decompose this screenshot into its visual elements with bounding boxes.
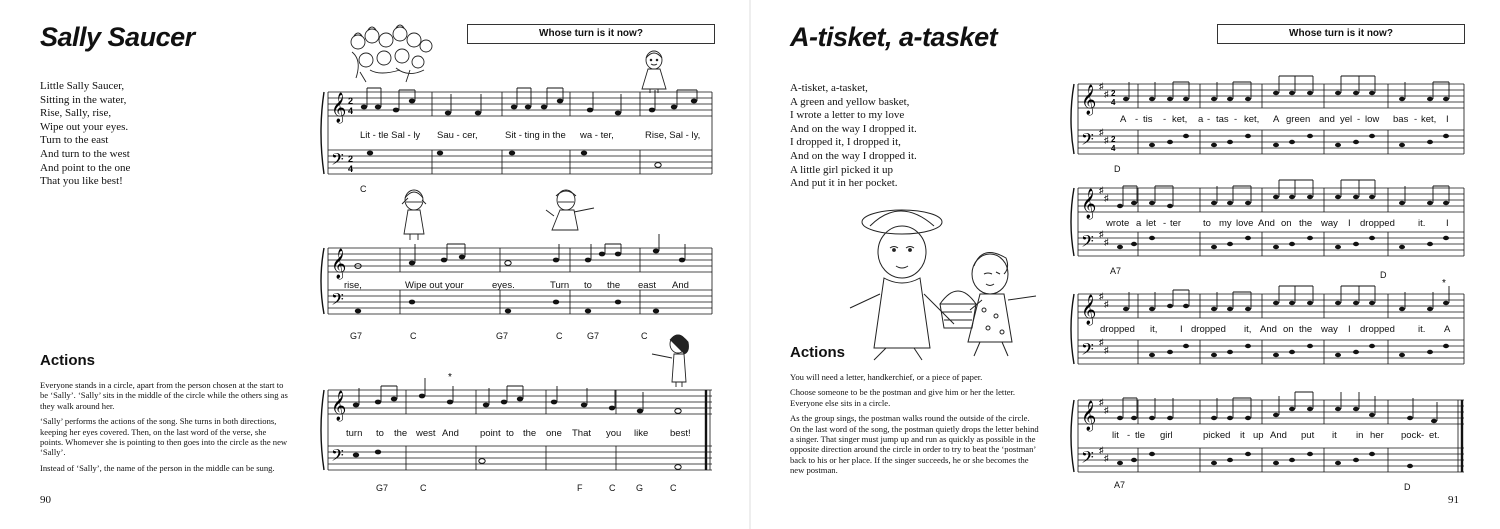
lyric-text: way [1321,218,1338,229]
lyric-text: the [394,428,408,439]
lyric-text: dropped [1191,324,1226,335]
lyric-text: - [1234,114,1238,125]
song-verse: A-tisket, a-tasket, A green and yellow basket, I wrote a letter to my love And on the way I dropped it. I dropped it, I dropped it, And on the way I dropped it. A little girl picked it up And put it in her pocket. [790,82,917,190]
lyric-text: way [1321,324,1338,335]
lyric-text: eyes. [492,280,515,291]
lyric-text: ket, [1421,114,1437,125]
chord-symbol: C [420,483,427,493]
lyric-text: wa - ter, [580,130,614,141]
lyric-text: put [1301,430,1315,441]
actions-paragraph: Instead of ‘Sally’, the name of the person in the middle can be sung. [40,462,275,473]
svg-text:𝄢: 𝄢 [1081,339,1094,363]
lyric-text: And [442,428,459,439]
lyric-text: it [1332,430,1337,441]
chord-symbol: G7 [587,331,600,341]
lyric-text: yel [1340,114,1353,125]
lyric-text: And [1258,218,1275,229]
children-group-illustration [340,24,440,86]
chord-symbol: D [1380,270,1387,280]
lyric-text: picked [1203,430,1231,441]
page-number: 90 [40,494,51,506]
lyric-text: it [1240,430,1245,441]
actions-paragraph: You will need a letter, handkerchief, or a piece of paper. [790,372,983,382]
svg-text:2: 2 [348,96,354,106]
svg-text:𝄞: 𝄞 [1081,295,1097,325]
lyric-text: Wipe out your [405,280,464,291]
lyric-text: wrote [1106,218,1130,229]
lyric-text: love [1236,218,1254,229]
actions-heading: Actions [790,344,846,361]
lyric-text: it. [1418,324,1426,335]
chord-symbol: C [556,331,563,341]
lyric-text: my [1219,218,1232,229]
lyric-text: turn [346,428,363,439]
actions-text [40,380,290,478]
chord-symbol: F [577,483,583,493]
lyric-text: Sit - ting in the [505,130,566,141]
svg-text:2: 2 [1111,89,1116,98]
girl-pointing-illustration [544,188,600,236]
lyric-text: - [1135,114,1139,125]
lyric-text: - [1357,114,1361,125]
lyric-text: Lit - tle Sal - ly [360,130,421,141]
svg-text:2: 2 [348,154,354,164]
song-title: Sally Saucer [40,22,195,52]
lyric-text: And [1260,324,1277,335]
lyric-text: - [1421,430,1425,441]
actions-paragraph: Choose someone to be the postman and give him or her the letter. Everyone else sits in a circle. [790,387,1016,408]
lyric-text: like [634,428,649,439]
lyric-text: A [1273,114,1280,125]
chord-symbol: D [1114,164,1121,174]
lyric-text: best! [670,428,691,439]
svg-text:*: * [1442,278,1446,289]
lyric-text: - [1163,218,1167,229]
lyric-text: point [480,428,501,439]
turn-box: Whose turn is it now? [1217,24,1465,44]
lyric-text: tis [1143,114,1153,125]
lyric-text: the [1299,218,1313,229]
girl-with-basket-illustration [840,204,1050,362]
actions-paragraph: As the group sings, the postman walks round the outside of the circle. On the last word of the song, the postman quietly drops the letter behind a singer. That singer must jump up and run as quickly as possible in the opposite direction around the circle in order to try to beat the ‘postman’ back to his or her place. If the singer succeeds, he or she becomes the new postman. [790,413,1039,476]
lyric-text: - [1414,114,1418,125]
lyric-text: to [1203,218,1211,229]
chord-symbol: C [641,331,648,341]
actions-paragraph: Everyone stands in a circle, apart from the person chosen at the start to be ‘Sally’. ‘Sally’ sits in the middle of the circle while the others sing as they walk around her. [40,380,288,411]
svg-text:♯: ♯ [1104,299,1109,309]
lyric-text: and [1319,114,1335,125]
svg-text:𝄞: 𝄞 [1081,189,1097,219]
lyric-text: to [506,428,514,439]
lyric-text: green [1286,114,1311,125]
svg-text:♯: ♯ [1099,397,1104,407]
lyric-text: bas [1393,114,1409,125]
page-gutter [749,0,751,529]
lyric-text: I [1180,324,1183,335]
chord-symbol: C [670,483,677,493]
svg-text:♯: ♯ [1099,185,1104,195]
lyric-text: - [1127,430,1131,441]
lyric-text: it, [1150,324,1158,335]
svg-text:♯: ♯ [1099,337,1104,347]
lyric-text: it, [1244,324,1252,335]
svg-text:*: * [448,372,452,383]
lyric-text: the [523,428,537,439]
girl-pointing-left-illustration [650,332,694,388]
lyric-text: A [1444,324,1451,335]
lyric-text: pock [1401,430,1422,441]
svg-text:4: 4 [348,164,354,174]
lyric-text: the [1299,324,1313,335]
svg-text:♯: ♯ [1104,193,1109,203]
lyric-text: in [1356,430,1364,441]
svg-text:♯: ♯ [1104,89,1109,99]
chord-symbol: G [636,483,644,493]
lyric-text: west [416,428,436,439]
lyric-text: a [1136,218,1142,229]
lyric-text: ket, [1244,114,1260,125]
lyric-text: tas [1216,114,1229,125]
lyric-text: dropped [1360,218,1395,229]
lyric-text: dropped [1360,324,1395,335]
lyric-text: Turn [550,280,570,291]
svg-text:𝄞: 𝄞 [331,93,347,123]
svg-text:♯: ♯ [1099,445,1104,455]
lyric-text: Sau - cer, [437,130,478,141]
lyric-text: let [1146,218,1157,229]
chord-symbol: D [1404,482,1411,492]
chord-symbol: A7 [1114,480,1126,490]
actions-text [790,372,1040,481]
svg-text:2: 2 [1111,135,1116,144]
lyric-text: on [1281,218,1292,229]
lyric-text: the [607,280,621,291]
lyric-text: I [1446,218,1449,229]
lyric-text: tle [1135,430,1146,441]
lyric-text: her [1370,430,1384,441]
lyric-text: And [1270,430,1287,441]
lyric-text: And [672,280,689,291]
girl-covering-eyes-illustration [396,188,430,242]
chord-symbol: A7 [1110,266,1122,276]
page-number: 91 [1448,494,1459,506]
lyric-text: east [638,280,656,291]
lyric-text: ket, [1172,114,1188,125]
lyric-text: A [1120,114,1127,125]
actions-heading: Actions [40,352,96,369]
svg-text:𝄞: 𝄞 [331,249,347,279]
lyric-text: it. [1418,218,1426,229]
svg-text:𝄢: 𝄢 [331,445,344,469]
chord-symbol: C [410,331,417,341]
chord-symbol: G7 [496,331,509,341]
svg-text:♯: ♯ [1099,229,1104,239]
lyric-text: I [1446,114,1449,125]
svg-text:𝄞: 𝄞 [1081,401,1097,431]
lyric-text: girl [1160,430,1173,441]
song-title: A-tisket, a-tasket [790,22,998,52]
chord-symbol: G7 [376,483,389,493]
lyric-text: dropped [1100,324,1135,335]
svg-text:♯: ♯ [1099,127,1104,137]
lyric-text: - [1207,114,1211,125]
svg-text:𝄞: 𝄞 [331,391,347,421]
lyric-text: up [1253,430,1264,441]
lyric-text: to [584,280,592,291]
svg-text:𝄢: 𝄢 [1081,231,1094,255]
lyric-text: et. [1429,430,1440,441]
lyric-text: lit [1112,430,1119,441]
lyric-text: one [546,428,562,439]
lyric-text: - [1163,114,1167,125]
chord-symbol: C [609,483,616,493]
lyric-text: a [1198,114,1204,125]
svg-text:4: 4 [1111,98,1116,107]
svg-text:𝄞: 𝄞 [1081,85,1097,115]
svg-text:♯: ♯ [1104,453,1109,463]
svg-text:𝄢: 𝄢 [331,289,344,313]
lyric-text: ter [1170,218,1182,229]
lyric-text: I [1348,324,1351,335]
svg-text:𝄢: 𝄢 [1081,129,1094,153]
svg-text:4: 4 [348,106,354,116]
lyric-text: That [572,428,592,439]
svg-text:4: 4 [1111,144,1116,153]
lyric-text: on [1283,324,1294,335]
svg-text:♯: ♯ [1099,291,1104,301]
svg-text:♯: ♯ [1104,345,1109,355]
lyric-text: low [1365,114,1380,125]
svg-text:♯: ♯ [1104,237,1109,247]
svg-text:𝄢: 𝄢 [1081,447,1094,471]
song-verse: Little Sally Saucer, Sitting in the water, Rise, Sally, rise, Wipe out your eyes. Turn to the east And turn to the west And point to the one That you like best! [40,80,131,188]
lyric-text: Rise, Sal - ly, [645,130,701,141]
lyric-text: rise, [344,280,362,291]
svg-text:♯: ♯ [1104,135,1109,145]
turn-box: Whose turn is it now? [467,24,715,44]
lyric-text: to [376,428,384,439]
svg-text:♯: ♯ [1099,81,1104,91]
chord-symbol: C [360,184,367,194]
actions-paragraph: ‘Sally’ performs the actions of the song. She turns in both directions, keeping her eyes covered. Then, on the last word of the verse, she points. Whomever she is pointing to then goes into the circle as the new ‘Sally’. [40,416,288,458]
svg-text:𝄢: 𝄢 [331,149,344,173]
svg-text:♯: ♯ [1104,405,1109,415]
lyric-text: I [1348,218,1351,229]
lyric-text: you [606,428,622,439]
chord-symbol: G7 [350,331,363,341]
